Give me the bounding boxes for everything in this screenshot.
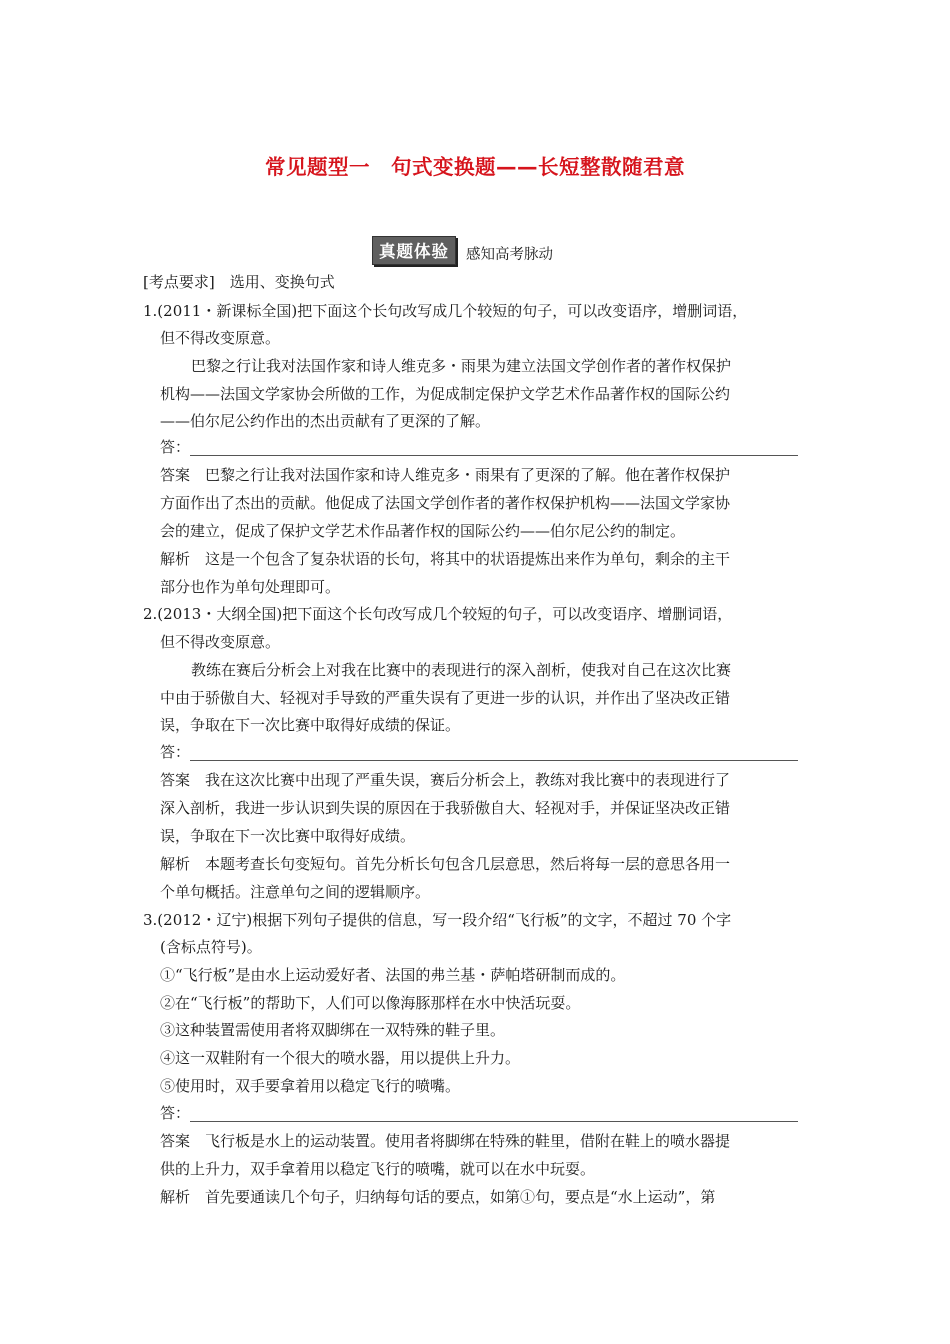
page-title: 常见题型一 句式变换题——长短整散随君意 (265, 155, 685, 179)
q2-answer-line-2: 深入剖析，我进一步认识到失误的原因在于我骄傲自大、轻视对手，并保证坚决改正错 (160, 799, 731, 817)
banner-label: 真题体验 (372, 236, 456, 265)
q1-passage-line-1: 巴黎之行让我对法国作家和诗人维克多・雨果为建立法国文学创作者的著作权保护 (191, 357, 732, 375)
q3-explanation-line-1: 解析 首先要通读几个句子，归纳每句话的要点，如第①句，要点是“水上运动”，第 (160, 1188, 716, 1206)
q1-answer-line-3: 会的建立，促成了保护文学艺术作品著作权的国际公约——伯尔尼公约的制定。 (160, 522, 686, 540)
q3-answer-line-1: 答案 飞行板是水上的运动装置。使用者将脚绑在特殊的鞋里，借附在鞋上的喷水器提 (160, 1132, 731, 1150)
q2-passage-line-3: 误，争取在下一次比赛中取得好成绩的保证。 (160, 716, 461, 734)
q3-stem-line-1: 3.(2012・辽宁)根据下列句子提供的信息，写一段介绍“飞行板”的文字，不超过 70 个字 (143, 911, 732, 929)
q2-answer-line-3: 误，争取在下一次比赛中取得好成绩。 (160, 827, 416, 845)
q2-answer-line-1: 答案 我在这次比赛中出现了严重失误，赛后分析会上，教练对我比赛中的表现进行了 (160, 771, 731, 789)
q2-stem-line-2: 但不得改变原意。 (160, 633, 281, 651)
q1-answer-prompt: 答： (160, 438, 191, 456)
q3-sentence-4: ④这一双鞋附有一个很大的喷水器，用以提供上升力。 (160, 1049, 521, 1067)
banner-subtitle: 感知高考脉动 (466, 247, 553, 263)
q3-sentence-3: ③这种装置需使用者将双脚绑在一双特殊的鞋子里。 (160, 1021, 506, 1039)
q2-stem-line-1: 2.(2013・大纲全国)把下面这个长句改写成几个较短的句子，可以改变语序、增删词语， (143, 605, 733, 623)
q3-answer-prompt: 答： (160, 1104, 191, 1122)
q1-explanation-line-1: 解析 这是一个包含了复杂状语的长句，将其中的状语提炼出来作为单句，剩余的主干 (160, 550, 731, 568)
q1-answer-line-2: 方面作出了杰出的贡献。他促成了法国文学创作者的著作权保护机构——法国文学家协 (160, 494, 731, 512)
q2-explanation-line-2: 个单句概括。注意单句之间的逻辑顺序。 (160, 883, 431, 901)
q1-passage-line-3: ——伯尔尼公约作出的杰出贡献有了更深的了解。 (160, 412, 491, 430)
q2-answer-blank (190, 760, 798, 761)
q2-answer-prompt: 答： (160, 743, 191, 761)
q3-sentence-2: ②在“飞行板”的帮助下，人们可以像海豚那样在水中快活玩耍。 (160, 994, 581, 1012)
q3-answer-line-2: 供的上升力，双手拿着用以稳定飞行的喷嘴，就可以在水中玩耍。 (160, 1160, 596, 1178)
q1-stem-line-1: 1.(2011・新课标全国)把下面这个长句改写成几个较短的句子，可以改变语序，增删词语， (143, 302, 748, 320)
section-banner (372, 236, 553, 265)
q3-sentence-5: ⑤使用时，双手要拿着用以稳定飞行的喷嘴。 (160, 1077, 461, 1095)
q1-stem-line-2: 但不得改变原意。 (160, 329, 281, 347)
q3-stem-line-2: (含标点符号)。 (160, 938, 262, 956)
q3-sentence-1: ①“飞行板”是由水上运动爱好者、法国的弗兰基・萨帕塔研制而成的。 (160, 966, 626, 984)
q2-explanation-line-1: 解析 本题考查长句变短句。首先分析长句包含几层意思，然后将每一层的意思各用一 (160, 855, 731, 873)
q3-answer-blank (190, 1121, 798, 1122)
q1-passage-line-2: 机构——法国文学家协会所做的工作，为促成制定保护文学艺术作品著作权的国际公约 (160, 385, 731, 403)
q1-explanation-line-2: 部分也作为单句处理即可。 (160, 578, 341, 596)
q2-passage-line-2: 中由于骄傲自大、轻视对手导致的严重失误有了更进一步的认识，并作出了坚决改正错 (160, 689, 731, 707)
q1-answer-blank (190, 455, 798, 456)
requirement-line: [考点要求] 选用、变换句式 (143, 273, 335, 291)
q1-answer-line-1: 答案 巴黎之行让我对法国作家和诗人维克多・雨果有了更深的了解。他在著作权保护 (160, 466, 731, 484)
q2-passage-line-1: 教练在赛后分析会上对我在比赛中的表现进行的深入剖析，使我对自己在这次比赛 (191, 661, 732, 679)
